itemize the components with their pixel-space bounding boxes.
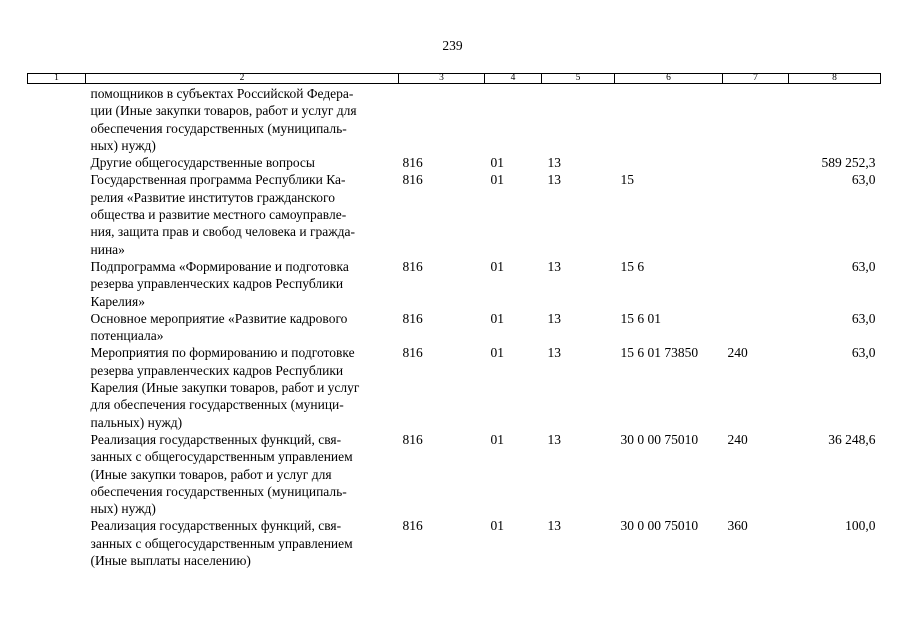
column-header: 1 <box>28 74 86 84</box>
section-code-cell: 01 <box>490 155 504 171</box>
subsection-code-cell: 13 <box>547 172 561 188</box>
row-name-cell: Основное мероприятие «Развитие кадрового потенциала» <box>90 310 348 344</box>
row-name-cell: Государственная программа Республики Ка- релия «Развитие институтов гражданского общества и развитие местного самоуправле- ния, защита прав и свобод человека и гражда- нина» <box>90 172 355 257</box>
column-header: 7 <box>723 74 789 84</box>
section-code-cell: 01 <box>490 310 504 326</box>
target-item-cell <box>615 84 723 155</box>
section-code-cell <box>485 84 542 155</box>
column-header: 2 <box>86 74 399 84</box>
table-body <box>28 84 881 570</box>
amount-cell <box>789 84 881 155</box>
column-header: 5 <box>542 74 615 84</box>
column-header: 3 <box>399 74 485 84</box>
amount-cell: 36 248,6 <box>828 431 876 447</box>
page-number: 239 <box>442 38 463 53</box>
expense-type-cell <box>723 310 789 345</box>
row-name-cell: Реализация государственных функций, свя- занных с общегосударственным управлением (Иные закупки товаров, работ и услуг для обеспечения государственных (муниципаль- ных) нужд) <box>90 431 353 517</box>
amount-cell: 63,0 <box>851 172 876 188</box>
subsection-code-cell: 13 <box>547 310 561 326</box>
table-row <box>28 154 881 171</box>
row-number-cell <box>28 431 86 517</box>
ministry-code-cell: 816 <box>402 518 423 534</box>
ministry-code-cell: 816 <box>402 258 423 274</box>
target-item-cell: 15 6 01 <box>620 310 661 326</box>
expense-type-cell: 240 <box>727 431 748 447</box>
ministry-code-cell <box>399 84 485 155</box>
table-row <box>28 517 881 569</box>
subsection-code-cell: 13 <box>547 155 561 171</box>
amount-cell: 63,0 <box>851 310 876 326</box>
row-number-cell <box>28 344 86 430</box>
subsection-code-cell: 13 <box>547 431 561 447</box>
subsection-code-cell: 13 <box>547 258 561 274</box>
target-item-cell: 30 0 00 75010 <box>620 431 699 447</box>
ministry-code-cell: 816 <box>402 310 423 326</box>
column-header: 4 <box>485 74 542 84</box>
section-code-cell: 01 <box>490 258 504 274</box>
table-row <box>28 84 881 155</box>
table-row <box>28 344 881 430</box>
target-item-cell: 15 6 01 73850 <box>620 345 699 361</box>
ministry-code-cell: 816 <box>402 155 423 171</box>
row-number-cell <box>28 84 86 155</box>
table-row <box>28 431 881 517</box>
ministry-code-cell: 816 <box>402 431 423 447</box>
row-name-cell: помощников в субъектах Российской Федера- ции (Иные закупки товаров, работ и услуг для обеспечения государственных (муниципаль- ных) нужд) <box>90 86 357 153</box>
budget-table <box>27 73 881 569</box>
row-number-cell <box>28 310 86 345</box>
table-row <box>28 171 881 257</box>
target-item-cell: 15 6 <box>620 258 645 274</box>
subsection-code-cell: 13 <box>547 518 561 534</box>
row-name-cell: Другие общегосударственные вопросы <box>90 155 315 171</box>
section-code-cell: 01 <box>490 431 504 447</box>
expense-type-cell: 360 <box>727 518 748 534</box>
table-row <box>28 310 881 345</box>
section-code-cell: 01 <box>490 172 504 188</box>
amount-cell: 63,0 <box>851 258 876 274</box>
section-code-cell: 01 <box>490 345 504 361</box>
section-code-cell: 01 <box>490 518 504 534</box>
row-number-cell <box>28 171 86 257</box>
row-name-cell: Подпрограмма «Формирование и подготовка резерва управленческих кадров Республики Карелия» <box>90 258 349 309</box>
row-number-cell <box>28 517 86 569</box>
expense-type-cell <box>723 171 789 257</box>
subsection-code-cell <box>542 84 615 155</box>
target-item-cell: 15 <box>620 172 634 188</box>
table-row <box>28 258 881 310</box>
row-number-cell <box>28 258 86 310</box>
ministry-code-cell: 816 <box>402 172 423 188</box>
row-name-cell: Мероприятия по формированию и подготовке резерва управленческих кадров Республики Карелия (Иные закупки товаров, работ и услуг для обеспечения государственных (муници- пальных) нужд) <box>90 345 360 430</box>
row-name-cell: Реализация государственных функций, свя- занных с общегосударственным управлением (Иные выплаты населению) <box>90 518 353 569</box>
column-header: 8 <box>789 74 881 84</box>
amount-cell: 100,0 <box>845 518 876 534</box>
header-row <box>28 74 881 84</box>
subsection-code-cell: 13 <box>547 345 561 361</box>
target-item-cell <box>615 154 723 171</box>
amount-cell: 589 252,3 <box>821 155 876 171</box>
column-header: 6 <box>615 74 723 84</box>
expense-type-cell <box>723 154 789 171</box>
target-item-cell: 30 0 00 75010 <box>620 518 699 534</box>
expense-type-cell <box>723 258 789 310</box>
row-number-cell <box>28 154 86 171</box>
amount-cell: 63,0 <box>851 345 876 361</box>
expense-type-cell: 240 <box>727 345 748 361</box>
expense-type-cell <box>723 84 789 155</box>
table-header <box>28 74 881 84</box>
ministry-code-cell: 816 <box>402 345 423 361</box>
